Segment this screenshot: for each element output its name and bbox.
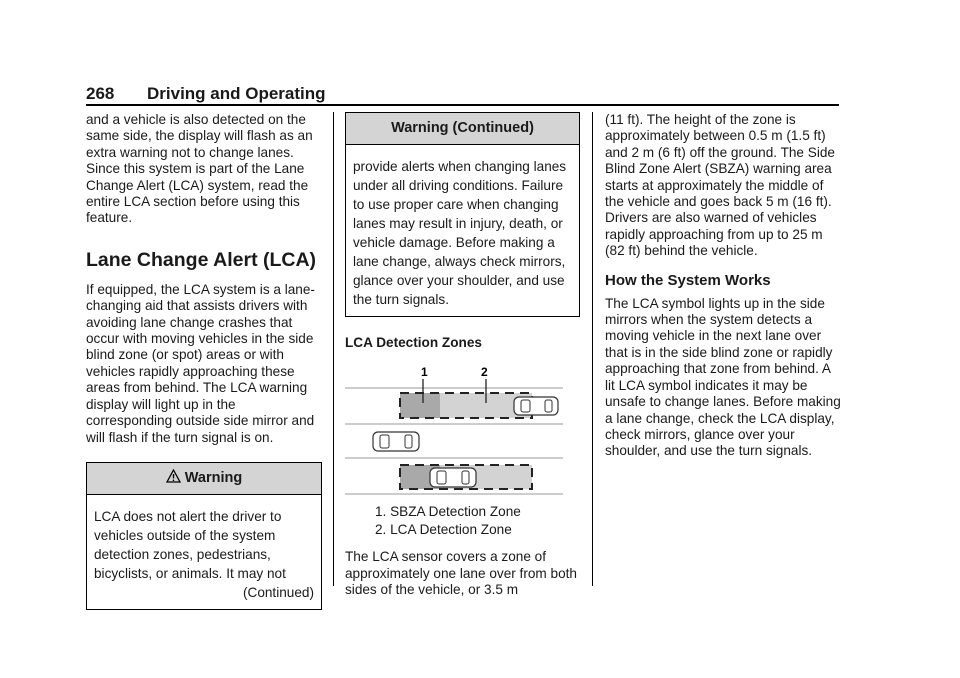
car-icon [430, 468, 476, 487]
caption-sbza: 1. SBZA Detection Zone [375, 504, 521, 520]
warning-bubble-icon [166, 469, 181, 485]
warning-continued-body [346, 145, 579, 316]
warning-continued-header: Warning (Continued) [346, 113, 579, 145]
column-3 [605, 112, 841, 460]
column-divider-1 [333, 112, 334, 586]
warning-continued-box [345, 112, 580, 317]
warning-continued-text: provide alerts when changing lanes under all driving conditions. Failure to use proper care when changing lanes may result in injury, death, or vehicle damage. Before making a lane change, always check mirrors, glance over your shoulder, and use the turn signals. [353, 159, 567, 307]
section-title: Driving and Operating [147, 84, 326, 103]
column-divider-2 [592, 112, 593, 586]
warning-title: Warning [184, 469, 243, 486]
header-rule [86, 104, 839, 106]
warning-body [87, 495, 321, 609]
intro-paragraph: and a vehicle is also detected on the same side, the display will flash as an extra warning not to change lanes. Since this system is part of the Lane Change Alert (LCA) system, read the entire LCA section before using this feature. [86, 112, 313, 226]
column-1 [86, 112, 322, 610]
zone-label-2: 2 [481, 365, 488, 380]
zone-label-1: 1 [421, 365, 428, 380]
warning-text: LCA does not alert the driver to vehicles outside of the system detection zones, pedestrians, bicyclists, or animals. It may not [94, 508, 286, 581]
warning-box [86, 462, 322, 610]
lca-body: If equipped, the LCA system is a lane-changing aid that assists drivers with avoiding lane change crashes that occur with moving vehicles in the side blind zone (or spot) areas or with vehicles rapidly approaching these areas from behind. The LCA warning display will light up in the corresponding outside side mirror and will flash if the turn signal is on. [86, 281, 315, 445]
figure-captions [375, 503, 580, 539]
how-system-works-heading: How the System Works [605, 271, 771, 289]
lca-zones-diagram [345, 365, 563, 495]
column-2 [345, 112, 580, 599]
sensor-coverage-paragraph: The LCA sensor covers a zone of approximately one lane over from both sides of the vehicle, or 3.5 m [345, 549, 577, 598]
warning-header [87, 463, 321, 495]
figure-title: LCA Detection Zones [345, 335, 482, 350]
car-icon [373, 432, 419, 451]
zone-height-paragraph: (11 ft). The height of the zone is approximately between 0.5 m (1.5 ft) and 2 m (6 ft) off the ground. The Side Blind Zone Alert (SBZA) warning area starts at approximately the middle of the vehicle and goes back 5 m (16 ft). Drivers are also warned of vehicles rapidly approaching from up to 25 m (82 ft) behind the vehicle. [605, 112, 835, 259]
warning-continued: (Continued) [242, 584, 314, 600]
caption-lca: 2. LCA Detection Zone [375, 522, 512, 538]
page-number: 268 [86, 84, 115, 103]
lca-zones-figure [345, 365, 563, 495]
sbza-detection-zone-top [400, 393, 440, 418]
how-system-works-body: The LCA symbol lights up in the side mirrors when the system detects a moving vehicle in the next lane over that is in the side blind zone or rapidly approaching that zone from behind. A lit LCA symbol indicates it may be unsafe to change lanes. Before making a lane change, check the LCA display, check mirrors, glance over your shoulder, and use the turn signals. [605, 295, 841, 459]
car-icon [514, 397, 558, 415]
lca-heading: Lane Change Alert (LCA) [86, 248, 317, 271]
